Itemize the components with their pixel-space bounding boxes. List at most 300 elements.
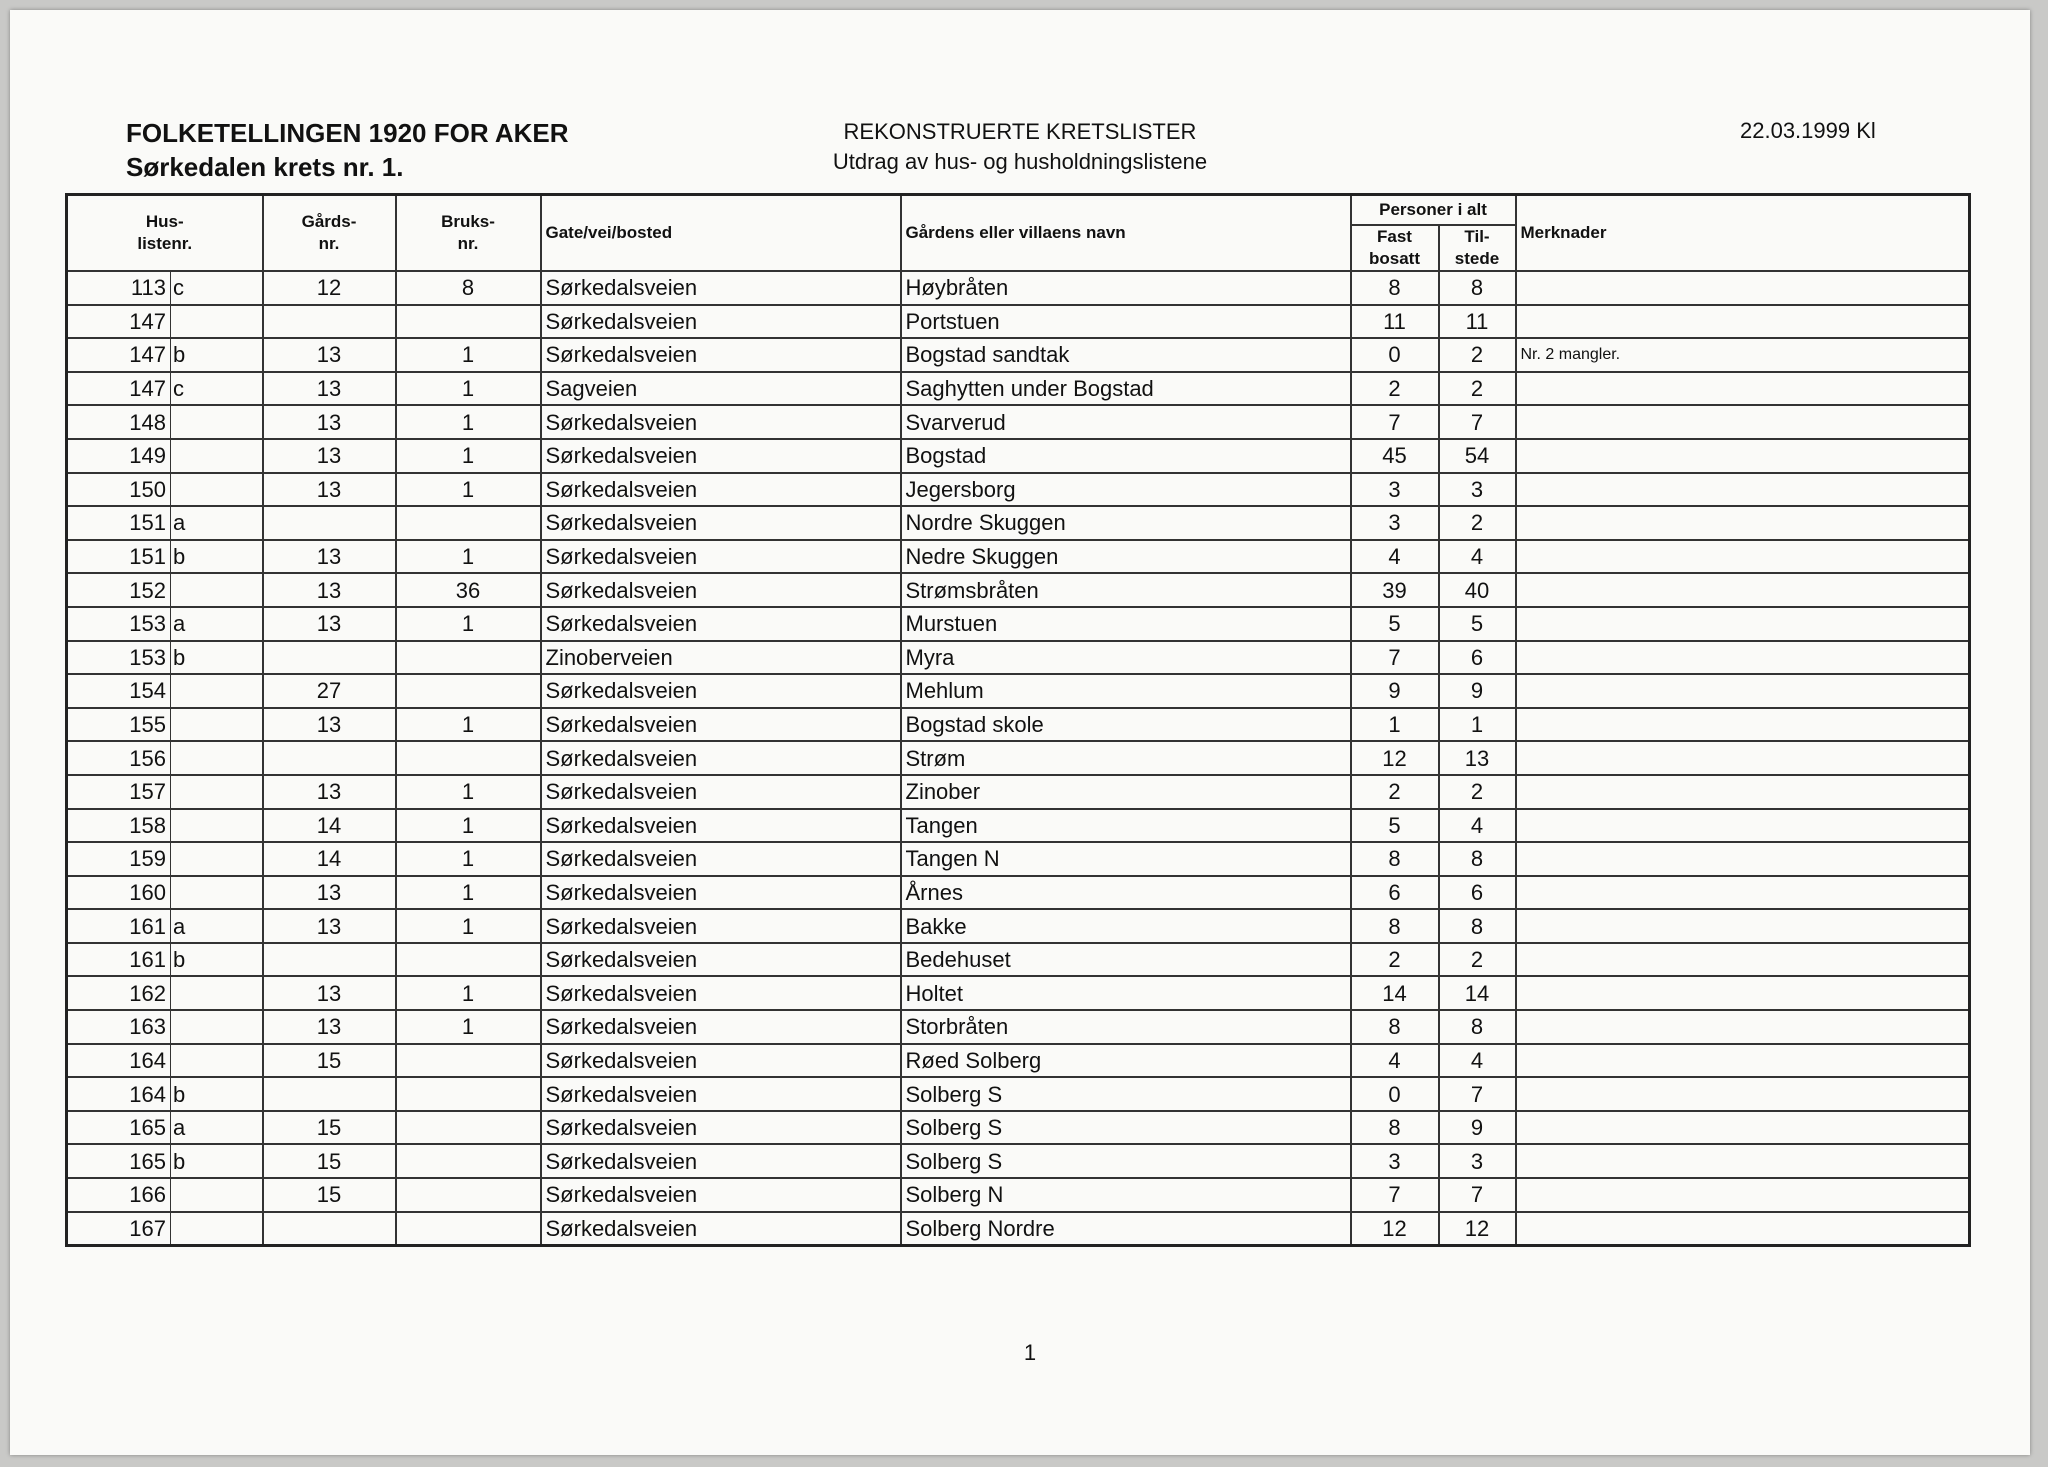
cell-bruks-nr <box>396 506 541 540</box>
household-table <box>65 193 1971 1247</box>
cell-gate: Sørkedalsveien <box>541 809 901 843</box>
cell-navn: Nordre Skuggen <box>901 506 1351 540</box>
table-body <box>67 271 1970 1246</box>
cell-gards-nr: 15 <box>263 1144 396 1178</box>
cell-hus-nr: 163 <box>67 1010 171 1044</box>
cell-tilstede: 8 <box>1439 271 1516 305</box>
cell-fast-bosatt: 12 <box>1351 1212 1439 1246</box>
cell-fast-bosatt: 5 <box>1351 809 1439 843</box>
cell-tilstede: 1 <box>1439 708 1516 742</box>
cell-tilstede: 4 <box>1439 1044 1516 1078</box>
cell-merknad <box>1516 708 1970 742</box>
table-row <box>67 741 1970 775</box>
cell-tilstede: 12 <box>1439 1212 1516 1246</box>
cell-navn: Solberg N <box>901 1178 1351 1212</box>
cell-hus-suffix: c <box>171 372 263 406</box>
cell-hus-nr: 164 <box>67 1044 171 1078</box>
cell-merknad <box>1516 1010 1970 1044</box>
cell-fast-bosatt: 2 <box>1351 372 1439 406</box>
table-row <box>67 1111 1970 1145</box>
cell-navn: Bogstad skole <box>901 708 1351 742</box>
cell-hus-suffix <box>171 809 263 843</box>
cell-merknad <box>1516 976 1970 1010</box>
col-fast-top: Fast <box>1377 227 1412 246</box>
cell-fast-bosatt: 7 <box>1351 1178 1439 1212</box>
cell-bruks-nr <box>396 674 541 708</box>
cell-gards-nr: 13 <box>263 1010 396 1044</box>
cell-gards-nr: 13 <box>263 573 396 607</box>
cell-tilstede: 13 <box>1439 741 1516 775</box>
cell-bruks-nr: 1 <box>396 876 541 910</box>
cell-navn: Murstuen <box>901 607 1351 641</box>
cell-fast-bosatt: 5 <box>1351 607 1439 641</box>
cell-tilstede: 6 <box>1439 641 1516 675</box>
cell-gards-nr: 15 <box>263 1111 396 1145</box>
cell-bruks-nr: 1 <box>396 775 541 809</box>
col-gards-nr <box>263 195 396 272</box>
col-bruks-top: Bruks- <box>441 212 495 231</box>
cell-hus-nr: 162 <box>67 976 171 1010</box>
cell-gards-nr: 13 <box>263 473 396 507</box>
cell-hus-nr: 159 <box>67 842 171 876</box>
cell-hus-suffix <box>171 842 263 876</box>
cell-merknad <box>1516 876 1970 910</box>
cell-fast-bosatt: 45 <box>1351 439 1439 473</box>
col-tilstede <box>1439 225 1516 271</box>
cell-gards-nr: 13 <box>263 909 396 943</box>
cell-gate: Sørkedalsveien <box>541 708 901 742</box>
cell-merknad <box>1516 305 1970 339</box>
col-personer: Personer i alt <box>1351 195 1516 226</box>
cell-merknad <box>1516 809 1970 843</box>
cell-hus-suffix <box>171 976 263 1010</box>
cell-gate: Sørkedalsveien <box>541 909 901 943</box>
cell-hus-suffix <box>171 1044 263 1078</box>
cell-gate: Zinoberveien <box>541 641 901 675</box>
cell-hus-nr: 164 <box>67 1077 171 1111</box>
cell-bruks-nr <box>396 1144 541 1178</box>
col-gate: Gate/vei/bosted <box>541 195 901 272</box>
cell-merknad <box>1516 1111 1970 1145</box>
cell-navn: Tangen <box>901 809 1351 843</box>
cell-tilstede: 2 <box>1439 943 1516 977</box>
col-til-bottom: stede <box>1454 249 1500 268</box>
cell-gate: Sørkedalsveien <box>541 573 901 607</box>
cell-tilstede: 8 <box>1439 842 1516 876</box>
cell-gards-nr: 13 <box>263 372 396 406</box>
cell-fast-bosatt: 8 <box>1351 1111 1439 1145</box>
table-row <box>67 909 1970 943</box>
cell-merknad <box>1516 641 1970 675</box>
cell-hus-suffix: a <box>171 909 263 943</box>
cell-merknad <box>1516 775 1970 809</box>
cell-tilstede: 3 <box>1439 1144 1516 1178</box>
cell-tilstede: 2 <box>1439 775 1516 809</box>
cell-hus-nr: 165 <box>67 1144 171 1178</box>
cell-hus-nr: 148 <box>67 405 171 439</box>
cell-gate: Sørkedalsveien <box>541 1077 901 1111</box>
cell-bruks-nr: 1 <box>396 976 541 1010</box>
cell-fast-bosatt: 2 <box>1351 775 1439 809</box>
center-subtitle: Utdrag av hus- og husholdningslistene <box>832 149 1208 174</box>
table-row <box>67 305 1970 339</box>
cell-fast-bosatt: 11 <box>1351 305 1439 339</box>
cell-merknad <box>1516 1044 1970 1078</box>
cell-navn: Solberg S <box>901 1144 1351 1178</box>
cell-tilstede: 7 <box>1439 1178 1516 1212</box>
cell-hus-suffix: b <box>171 641 263 675</box>
cell-merknad <box>1516 439 1970 473</box>
center-title: REKONSTRUERTE KRETSLISTER <box>843 119 1197 144</box>
document-subtitle: Sørkedalen krets nr. 1. <box>126 152 404 182</box>
cell-gards-nr <box>263 305 396 339</box>
document-heading <box>126 117 569 185</box>
table-row <box>67 1178 1970 1212</box>
cell-navn: Portstuen <box>901 305 1351 339</box>
cell-gards-nr <box>263 1077 396 1111</box>
cell-navn: Holtet <box>901 976 1351 1010</box>
cell-fast-bosatt: 0 <box>1351 338 1439 372</box>
cell-navn: Storbråten <box>901 1010 1351 1044</box>
cell-navn: Nedre Skuggen <box>901 540 1351 574</box>
cell-gards-nr: 27 <box>263 674 396 708</box>
table-row <box>67 372 1970 406</box>
cell-navn: Røed Solberg <box>901 1044 1351 1078</box>
cell-bruks-nr <box>396 1077 541 1111</box>
cell-hus-nr: 147 <box>67 305 171 339</box>
cell-gards-nr: 15 <box>263 1178 396 1212</box>
col-hus-top: Hus- <box>145 212 184 231</box>
cell-hus-nr: 149 <box>67 439 171 473</box>
cell-hus-suffix <box>171 573 263 607</box>
table-row <box>67 1044 1970 1078</box>
cell-merknad <box>1516 943 1970 977</box>
cell-hus-nr: 160 <box>67 876 171 910</box>
cell-tilstede: 2 <box>1439 338 1516 372</box>
cell-navn: Strømsbråten <box>901 573 1351 607</box>
cell-gards-nr: 15 <box>263 1044 396 1078</box>
cell-navn: Solberg S <box>901 1111 1351 1145</box>
cell-merknad <box>1516 842 1970 876</box>
col-navn: Gårdens eller villaens navn <box>901 195 1351 272</box>
cell-bruks-nr: 1 <box>396 540 541 574</box>
cell-hus-nr: 153 <box>67 641 171 675</box>
cell-bruks-nr <box>396 641 541 675</box>
table-row <box>67 338 1970 372</box>
cell-tilstede: 54 <box>1439 439 1516 473</box>
cell-navn: Zinober <box>901 775 1351 809</box>
cell-tilstede: 11 <box>1439 305 1516 339</box>
table-row <box>67 607 1970 641</box>
cell-fast-bosatt: 4 <box>1351 540 1439 574</box>
cell-gards-nr: 13 <box>263 439 396 473</box>
cell-gards-nr: 13 <box>263 540 396 574</box>
cell-hus-suffix <box>171 439 263 473</box>
cell-navn: Bogstad sandtak <box>901 338 1351 372</box>
table-row <box>67 775 1970 809</box>
cell-bruks-nr: 1 <box>396 372 541 406</box>
table-row <box>67 405 1970 439</box>
cell-hus-suffix <box>171 1212 263 1246</box>
cell-merknad <box>1516 473 1970 507</box>
cell-gate: Sørkedalsveien <box>541 271 901 305</box>
cell-navn: Tangen N <box>901 842 1351 876</box>
cell-fast-bosatt: 6 <box>1351 876 1439 910</box>
cell-hus-nr: 166 <box>67 1178 171 1212</box>
cell-merknad <box>1516 741 1970 775</box>
cell-gards-nr: 13 <box>263 405 396 439</box>
cell-gards-nr: 13 <box>263 775 396 809</box>
cell-tilstede: 2 <box>1439 372 1516 406</box>
cell-navn: Bogstad <box>901 439 1351 473</box>
cell-gate: Sørkedalsveien <box>541 338 901 372</box>
cell-fast-bosatt: 7 <box>1351 405 1439 439</box>
cell-tilstede: 14 <box>1439 976 1516 1010</box>
cell-bruks-nr: 1 <box>396 338 541 372</box>
cell-fast-bosatt: 2 <box>1351 943 1439 977</box>
cell-tilstede: 8 <box>1439 1010 1516 1044</box>
cell-merknad <box>1516 540 1970 574</box>
cell-gate: Sørkedalsveien <box>541 305 901 339</box>
cell-merknad <box>1516 372 1970 406</box>
cell-navn: Høybråten <box>901 271 1351 305</box>
cell-fast-bosatt: 8 <box>1351 271 1439 305</box>
table-row <box>67 1212 1970 1246</box>
table-row <box>67 809 1970 843</box>
cell-hus-suffix: a <box>171 506 263 540</box>
cell-gards-nr: 14 <box>263 809 396 843</box>
cell-hus-nr: 158 <box>67 809 171 843</box>
cell-gate: Sørkedalsveien <box>541 943 901 977</box>
cell-gards-nr <box>263 741 396 775</box>
cell-gards-nr <box>263 641 396 675</box>
cell-hus-nr: 147 <box>67 372 171 406</box>
cell-hus-nr: 157 <box>67 775 171 809</box>
cell-gards-nr: 13 <box>263 708 396 742</box>
cell-navn: Solberg Nordre <box>901 1212 1351 1246</box>
cell-gate: Sørkedalsveien <box>541 1044 901 1078</box>
cell-fast-bosatt: 4 <box>1351 1044 1439 1078</box>
col-bruks-nr <box>396 195 541 272</box>
table-row <box>67 1144 1970 1178</box>
table-row <box>67 1077 1970 1111</box>
col-gards-top: Gårds- <box>301 212 357 231</box>
cell-hus-suffix: c <box>171 271 263 305</box>
table-row <box>67 976 1970 1010</box>
cell-gate: Sørkedalsveien <box>541 1212 901 1246</box>
cell-hus-nr: 113 <box>67 271 171 305</box>
cell-bruks-nr: 1 <box>396 405 541 439</box>
cell-tilstede: 5 <box>1439 607 1516 641</box>
cell-bruks-nr: 8 <box>396 271 541 305</box>
cell-gate: Sørkedalsveien <box>541 842 901 876</box>
cell-gate: Sagveien <box>541 372 901 406</box>
cell-merknad <box>1516 909 1970 943</box>
cell-bruks-nr: 1 <box>396 1010 541 1044</box>
col-hus-listenr <box>67 195 263 272</box>
cell-hus-suffix <box>171 741 263 775</box>
cell-bruks-nr <box>396 1044 541 1078</box>
cell-gate: Sørkedalsveien <box>541 1178 901 1212</box>
cell-navn: Jegersborg <box>901 473 1351 507</box>
cell-hus-suffix <box>171 775 263 809</box>
cell-hus-suffix <box>171 674 263 708</box>
cell-hus-nr: 152 <box>67 573 171 607</box>
table-row <box>67 1010 1970 1044</box>
cell-gate: Sørkedalsveien <box>541 1111 901 1145</box>
cell-gate: Sørkedalsveien <box>541 1144 901 1178</box>
cell-tilstede: 7 <box>1439 405 1516 439</box>
cell-hus-suffix: b <box>171 1077 263 1111</box>
cell-merknad <box>1516 405 1970 439</box>
cell-navn: Årnes <box>901 876 1351 910</box>
table-row <box>67 439 1970 473</box>
table-row <box>67 708 1970 742</box>
cell-fast-bosatt: 8 <box>1351 842 1439 876</box>
cell-hus-suffix: b <box>171 338 263 372</box>
cell-bruks-nr <box>396 943 541 977</box>
cell-gards-nr <box>263 943 396 977</box>
cell-hus-nr: 165 <box>67 1111 171 1145</box>
cell-fast-bosatt: 8 <box>1351 1010 1439 1044</box>
cell-hus-nr: 147 <box>67 338 171 372</box>
document-page <box>10 10 2030 1455</box>
cell-gate: Sørkedalsveien <box>541 741 901 775</box>
cell-navn: Svarverud <box>901 405 1351 439</box>
cell-gards-nr: 14 <box>263 842 396 876</box>
table-row <box>67 876 1970 910</box>
cell-hus-nr: 153 <box>67 607 171 641</box>
cell-fast-bosatt: 3 <box>1351 1144 1439 1178</box>
cell-gate: Sørkedalsveien <box>541 775 901 809</box>
cell-hus-suffix <box>171 405 263 439</box>
cell-bruks-nr <box>396 305 541 339</box>
cell-navn: Mehlum <box>901 674 1351 708</box>
cell-tilstede: 9 <box>1439 1111 1516 1145</box>
cell-tilstede: 40 <box>1439 573 1516 607</box>
cell-tilstede: 4 <box>1439 540 1516 574</box>
table-row <box>67 842 1970 876</box>
cell-fast-bosatt: 1 <box>1351 708 1439 742</box>
cell-merknad <box>1516 1077 1970 1111</box>
cell-merknad <box>1516 573 1970 607</box>
cell-gards-nr: 12 <box>263 271 396 305</box>
table-row <box>67 506 1970 540</box>
cell-bruks-nr <box>396 1111 541 1145</box>
cell-gards-nr: 13 <box>263 976 396 1010</box>
col-bruks-bottom: nr. <box>457 234 479 253</box>
cell-fast-bosatt: 14 <box>1351 976 1439 1010</box>
cell-merknad <box>1516 1144 1970 1178</box>
cell-fast-bosatt: 0 <box>1351 1077 1439 1111</box>
col-gards-bottom: nr. <box>318 234 340 253</box>
cell-gate: Sørkedalsveien <box>541 976 901 1010</box>
col-merknader: Merknader <box>1516 195 1970 272</box>
cell-merknad <box>1516 607 1970 641</box>
cell-gate: Sørkedalsveien <box>541 540 901 574</box>
cell-gate: Sørkedalsveien <box>541 1010 901 1044</box>
cell-hus-nr: 151 <box>67 506 171 540</box>
cell-navn: Strøm <box>901 741 1351 775</box>
cell-bruks-nr: 1 <box>396 809 541 843</box>
cell-hus-suffix: b <box>171 1144 263 1178</box>
table-row <box>67 943 1970 977</box>
cell-hus-suffix: b <box>171 943 263 977</box>
cell-merknad <box>1516 1178 1970 1212</box>
cell-navn: Bedehuset <box>901 943 1351 977</box>
cell-hus-nr: 161 <box>67 909 171 943</box>
cell-fast-bosatt: 7 <box>1351 641 1439 675</box>
cell-bruks-nr <box>396 1178 541 1212</box>
cell-bruks-nr: 1 <box>396 607 541 641</box>
cell-fast-bosatt: 8 <box>1351 909 1439 943</box>
cell-hus-nr: 161 <box>67 943 171 977</box>
cell-navn: Myra <box>901 641 1351 675</box>
cell-hus-suffix: a <box>171 607 263 641</box>
cell-gards-nr: 13 <box>263 338 396 372</box>
cell-merknad <box>1516 1212 1970 1246</box>
cell-hus-suffix <box>171 305 263 339</box>
print-date: 22.03.1999 Kl <box>1740 118 1876 143</box>
cell-bruks-nr: 1 <box>396 842 541 876</box>
table-header-row <box>67 195 1970 226</box>
cell-hus-suffix: a <box>171 1111 263 1145</box>
cell-bruks-nr: 1 <box>396 909 541 943</box>
cell-hus-nr: 154 <box>67 674 171 708</box>
col-fast-bottom: bosatt <box>1369 249 1420 268</box>
cell-gards-nr: 13 <box>263 876 396 910</box>
cell-hus-nr: 156 <box>67 741 171 775</box>
cell-navn: Saghytten under Bogstad <box>901 372 1351 406</box>
cell-gate: Sørkedalsveien <box>541 674 901 708</box>
col-fast-bosatt <box>1351 225 1439 271</box>
cell-hus-suffix <box>171 876 263 910</box>
cell-tilstede: 7 <box>1439 1077 1516 1111</box>
cell-merknad <box>1516 506 1970 540</box>
cell-hus-suffix <box>171 473 263 507</box>
cell-fast-bosatt: 3 <box>1351 506 1439 540</box>
cell-hus-nr: 155 <box>67 708 171 742</box>
cell-gate: Sørkedalsveien <box>541 439 901 473</box>
cell-gards-nr <box>263 506 396 540</box>
table-row <box>67 473 1970 507</box>
cell-hus-nr: 150 <box>67 473 171 507</box>
document-title: FOLKETELLINGEN 1920 FOR AKER <box>126 118 569 148</box>
cell-hus-nr: 151 <box>67 540 171 574</box>
cell-hus-suffix <box>171 708 263 742</box>
center-heading <box>800 117 1240 177</box>
cell-bruks-nr <box>396 741 541 775</box>
cell-hus-suffix <box>171 1178 263 1212</box>
cell-fast-bosatt: 39 <box>1351 573 1439 607</box>
table-row <box>67 271 1970 305</box>
cell-merknad <box>1516 271 1970 305</box>
cell-gate: Sørkedalsveien <box>541 607 901 641</box>
cell-gate: Sørkedalsveien <box>541 506 901 540</box>
cell-navn: Solberg S <box>901 1077 1351 1111</box>
cell-bruks-nr: 1 <box>396 708 541 742</box>
cell-tilstede: 8 <box>1439 909 1516 943</box>
cell-tilstede: 3 <box>1439 473 1516 507</box>
page-number: 1 <box>1023 1340 1037 1365</box>
table-row <box>67 540 1970 574</box>
cell-hus-suffix <box>171 1010 263 1044</box>
col-hus-bottom: listenr. <box>137 234 193 253</box>
cell-bruks-nr: 1 <box>396 439 541 473</box>
cell-hus-nr: 167 <box>67 1212 171 1246</box>
table-row <box>67 641 1970 675</box>
cell-merknad <box>1516 674 1970 708</box>
